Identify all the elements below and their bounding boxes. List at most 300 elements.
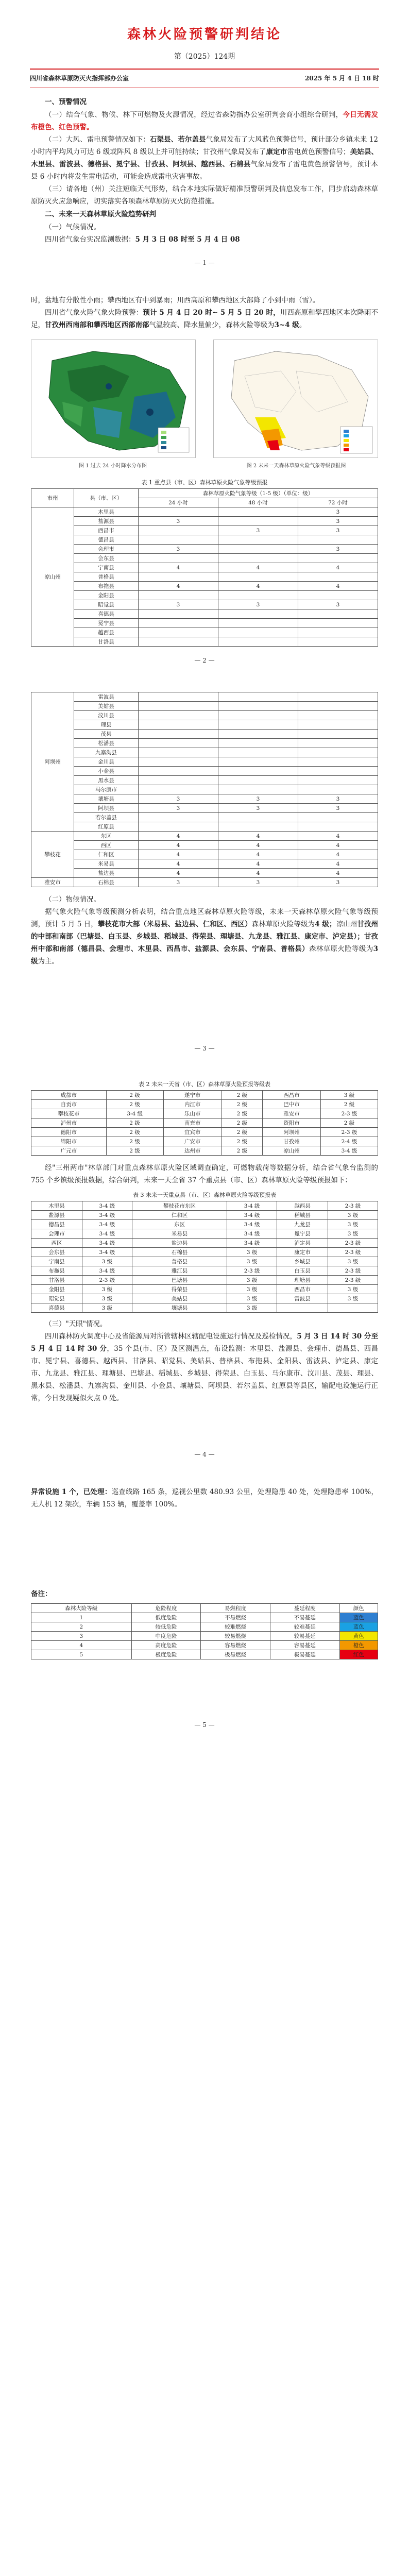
- area-cell: 甘孜州: [262, 1137, 320, 1146]
- table-1-body: [31, 507, 378, 647]
- level-72h-cell: 3: [298, 794, 378, 804]
- fire-risk-map: [213, 340, 378, 458]
- table-row: [31, 1128, 378, 1137]
- level-cell: 2 级: [221, 1137, 262, 1146]
- level-48h-cell: [218, 739, 298, 748]
- area-cell: 乐山市: [163, 1109, 221, 1118]
- level-48h-cell: 3: [218, 878, 298, 887]
- county-cell: 越西县: [74, 628, 139, 637]
- level-72h-cell: [298, 702, 378, 711]
- level-24h-cell: 4: [139, 841, 218, 850]
- area-cell: 米易县: [132, 1229, 227, 1239]
- table-row: [31, 730, 378, 739]
- level-72h-cell: [298, 739, 378, 748]
- table-row: [31, 832, 378, 841]
- county-cell: 冕宁县: [74, 619, 139, 628]
- notes-color-cell: 红色: [339, 1650, 378, 1659]
- county-cell: 会东县: [74, 554, 139, 563]
- table-row: [31, 637, 378, 647]
- county-cell: 九寨沟县: [74, 748, 139, 757]
- area-cell: 广元市: [31, 1146, 107, 1156]
- area-cell: 稻城县: [277, 1211, 328, 1220]
- level-cell: 2 级: [221, 1118, 262, 1128]
- level-cell: 3 级: [328, 1285, 378, 1294]
- table-row: [31, 813, 378, 822]
- level-24h-cell: [139, 776, 218, 785]
- notes-th-flammability: 易燃程度: [201, 1604, 270, 1613]
- county-cell: 布拖县: [74, 582, 139, 591]
- issue-date: 2025 年 5 月 4 日 18 时: [304, 75, 379, 82]
- level-24h-cell: [139, 730, 218, 739]
- table-row: [31, 1137, 378, 1146]
- para-anomaly: 异常设施 1 个，已处理：巡查线路 165 条，巡视公里数 480.93 公里，处理隐患 40 处，处理隐患率 100%，无人机 12 架次，车辆 153 辆，覆盖率 100%。: [31, 1488, 378, 1509]
- table-row: [31, 1239, 378, 1248]
- level-cell: 3 级: [321, 1091, 378, 1100]
- th-72h: 72 小时: [298, 498, 378, 507]
- level-72h-cell: 4: [298, 563, 378, 572]
- county-cell: 西昌市: [74, 526, 139, 535]
- level-cell: 3-4 级: [82, 1266, 132, 1276]
- level-cell: 3 级: [82, 1294, 132, 1303]
- table-row: [31, 535, 378, 545]
- level-48h-cell: 3: [218, 526, 298, 535]
- th-48h: 48 小时: [218, 498, 298, 507]
- page-number-3: — 3 —: [194, 1045, 215, 1052]
- table-row: [31, 545, 378, 554]
- table-row: [31, 1257, 378, 1266]
- notes-spread-cell: 较难蔓延: [270, 1622, 339, 1632]
- level-72h-cell: 3: [298, 517, 378, 526]
- level-72h-cell: [298, 767, 378, 776]
- level-72h-cell: [298, 757, 378, 767]
- level-48h-cell: [218, 619, 298, 628]
- table-2-caption: 表 2 未来一天省（市、区）森林草原火险预报等级表: [139, 1081, 270, 1088]
- level-48h-cell: 4: [218, 832, 298, 841]
- level-cell: 2 级: [221, 1146, 262, 1156]
- level-24h-cell: 3: [139, 517, 218, 526]
- county-cell: 马尔康市: [74, 785, 139, 794]
- level-24h-cell: [139, 739, 218, 748]
- level-48h-cell: [218, 767, 298, 776]
- area-cell: 泸定县: [277, 1239, 328, 1248]
- para-skyeye: 四川森林防火调度中心及省能源局对所管辖林区辖配电设施运行情况及巡检情况，5 月 3 日 14 时 30 分至 5 月 4 日 14 时 30 分，35 个县(市、区）及区测温点，布设监测：木里县、盐源县、会理市、德昌县、西昌市、冕宁县、喜德县、越西县、甘洛县、昭觉县、美姑县、普格县、布拖县、金阳县、雷波县、泸定县、康定市、九龙县、雅江县、理塘县、巴塘县、稻城县、乡城县、得荣县、白玉县、马尔康市、汶川县、茂县、理县、黑水县、松潘县、九寨沟县、金川县、小金县、壤塘县、阿坝县、若尔盖县、红原县等县区，输配电设施运行正常，今日发现疑似火点 0 处。: [31, 1332, 379, 1402]
- page-number-2: — 2 —: [194, 657, 215, 664]
- table-row: [31, 1248, 378, 1257]
- level-24h-cell: 3: [139, 600, 218, 609]
- area-cell: 普格县: [132, 1257, 227, 1266]
- area-cell: 乡城县: [277, 1257, 328, 1266]
- table-1-caption: 表 1 重点县（市、区）森林草原火险气象等级预报: [141, 479, 268, 486]
- level-24h-cell: [139, 822, 218, 832]
- table-row: [31, 720, 378, 730]
- prefecture-cell: 阿坝州: [31, 692, 74, 832]
- prefecture-cell: 凉山州: [31, 507, 74, 647]
- sub-heading-skyeye: （三）"天眼"情况。: [45, 1320, 107, 1328]
- area-cell: 雅安市: [262, 1109, 320, 1118]
- area-cell: 会理市: [31, 1229, 82, 1239]
- heading-trend: 二、未来一天森林草原火险趋势研判: [45, 210, 156, 218]
- area-cell: [277, 1303, 328, 1313]
- area-cell: 资阳市: [262, 1118, 320, 1128]
- level-72h-cell: [298, 637, 378, 647]
- table-3-caption: 表 3 未来一天重点县（市、区）森林草原火险等级预报表: [133, 1192, 276, 1198]
- notes-danger-cell: 中度危险: [131, 1632, 201, 1641]
- table-row: [31, 1294, 378, 1303]
- table-row: [31, 609, 378, 619]
- level-cell: 3-4 级: [82, 1201, 132, 1211]
- level-24h-cell: 4: [139, 832, 218, 841]
- sub-heading-phenology: （二）物候情况。: [45, 895, 100, 904]
- notes-danger-cell: 高度危险: [131, 1641, 201, 1650]
- level-48h-cell: [218, 813, 298, 822]
- level-cell: 2-3 级: [227, 1266, 277, 1276]
- level-cell: 3 级: [328, 1229, 378, 1239]
- table-row: [31, 619, 378, 628]
- area-cell: 美姑县: [132, 1294, 227, 1303]
- level-48h-cell: [218, 572, 298, 582]
- level-24h-cell: [139, 720, 218, 730]
- table-row: [31, 572, 378, 582]
- level-24h-cell: [139, 572, 218, 582]
- county-cell: 甘洛县: [74, 637, 139, 647]
- county-cell: 若尔盖县: [74, 813, 139, 822]
- area-cell: 仁和区: [132, 1211, 227, 1220]
- area-cell: 绵阳市: [31, 1137, 107, 1146]
- level-cell: 3 级: [227, 1294, 277, 1303]
- level-cell: 3 级: [82, 1285, 132, 1294]
- area-cell: 达州市: [163, 1146, 221, 1156]
- table-row: [31, 1229, 378, 1239]
- level-48h-cell: [218, 720, 298, 730]
- level-72h-cell: [298, 711, 378, 720]
- level-72h-cell: [298, 776, 378, 785]
- level-cell: 3-4 级: [227, 1229, 277, 1239]
- area-cell: 雅江县: [132, 1266, 227, 1276]
- level-72h-cell: 4: [298, 841, 378, 850]
- table-2-body: [31, 1091, 378, 1156]
- level-72h-cell: 3: [298, 600, 378, 609]
- level-cell: 2 级: [221, 1091, 262, 1100]
- level-48h-cell: 4: [218, 850, 298, 859]
- level-cell: 2 级: [221, 1100, 262, 1109]
- area-cell: 得荣县: [132, 1285, 227, 1294]
- level-48h-cell: [218, 730, 298, 739]
- notes-th-level: 森林火险等级: [31, 1604, 132, 1613]
- area-cell: 九龙县: [277, 1220, 328, 1229]
- level-48h-cell: [218, 711, 298, 720]
- level-24h-cell: [139, 609, 218, 619]
- level-48h-cell: [218, 785, 298, 794]
- level-72h-cell: [298, 591, 378, 600]
- level-72h-cell: [298, 730, 378, 739]
- area-cell: 自贡市: [31, 1100, 107, 1109]
- area-cell: 广安市: [163, 1137, 221, 1146]
- level-48h-cell: [218, 776, 298, 785]
- level-24h-cell: [139, 526, 218, 535]
- area-cell: 宁南县: [31, 1257, 82, 1266]
- county-cell: 阿坝县: [74, 804, 139, 813]
- prefecture-cell: 雅安市: [31, 878, 74, 887]
- table-row: [31, 692, 378, 702]
- precipitation-map-graphic: [31, 340, 195, 457]
- level-cell: 2-3 级: [328, 1201, 378, 1211]
- level-cell: 3 级: [82, 1257, 132, 1266]
- county-cell: 宁南县: [74, 563, 139, 572]
- heading-warning: 一、预警情况: [45, 98, 87, 106]
- area-cell: 壤塘县: [132, 1303, 227, 1313]
- notes-level-cell: 2: [31, 1622, 132, 1632]
- level-24h-cell: [139, 692, 218, 702]
- level-72h-cell: 3: [298, 507, 378, 517]
- notes-spread-cell: 容易蔓延: [270, 1641, 339, 1650]
- notes-row: [31, 1650, 378, 1659]
- county-cell: 汶川县: [74, 711, 139, 720]
- table-row: [31, 776, 378, 785]
- level-24h-cell: 4: [139, 859, 218, 869]
- county-cell: 仁和区: [74, 850, 139, 859]
- area-cell: 巴中市: [262, 1100, 320, 1109]
- level-48h-cell: [218, 609, 298, 619]
- level-72h-cell: 4: [298, 850, 378, 859]
- precipitation-map: [31, 340, 196, 458]
- th-prefecture: 市州: [31, 489, 74, 507]
- notes-level-cell: 1: [31, 1613, 132, 1622]
- sub-heading-weather: （一）气候情况。: [45, 223, 100, 231]
- level-48h-cell: [218, 628, 298, 637]
- area-cell: 冕宁县: [277, 1229, 328, 1239]
- level-48h-cell: 4: [218, 582, 298, 591]
- area-cell: 凉山州: [262, 1146, 320, 1156]
- notes-danger-cell: 低度危险: [131, 1613, 201, 1622]
- table-row: [31, 757, 378, 767]
- notes-row: [31, 1641, 378, 1650]
- section-2: [0, 294, 409, 647]
- area-cell: 布拖县: [31, 1266, 82, 1276]
- table-row: [31, 804, 378, 813]
- level-24h-cell: 3: [139, 794, 218, 804]
- notes-title: 备注：: [31, 1590, 52, 1598]
- table-row: [31, 1220, 378, 1229]
- level-cell: 3 级: [227, 1276, 277, 1285]
- table-row: [31, 878, 378, 887]
- area-cell: 宜宾市: [163, 1128, 221, 1137]
- area-cell: 遂宁市: [163, 1091, 221, 1100]
- level-cell: 3-4 级: [106, 1109, 163, 1118]
- county-cell: 普格县: [74, 572, 139, 582]
- level-48h-cell: [218, 554, 298, 563]
- page-number-1: — 1 —: [194, 259, 215, 266]
- area-cell: 东区: [132, 1220, 227, 1229]
- level-cell: 2 级: [106, 1146, 163, 1156]
- table-row: [31, 1118, 378, 1128]
- level-72h-cell: [298, 785, 378, 794]
- level-72h-cell: [298, 572, 378, 582]
- area-cell: 攀枝花市东区: [132, 1201, 227, 1211]
- county-cell: 喜德县: [74, 609, 139, 619]
- county-cell: 木里县: [74, 507, 139, 517]
- table-row: [31, 1276, 378, 1285]
- level-cell: 2-3 级: [321, 1109, 378, 1118]
- notes-spread-cell: 极易蔓延: [270, 1650, 339, 1659]
- notes-spread-cell: 较易蔓延: [270, 1632, 339, 1641]
- level-24h-cell: 4: [139, 563, 218, 572]
- table-row: [31, 1303, 378, 1313]
- notes-color-cell: 黄色: [339, 1632, 378, 1641]
- level-48h-cell: 4: [218, 563, 298, 572]
- notes-flammability-cell: 较易燃烧: [201, 1632, 270, 1641]
- notes-danger-cell: 较低危险: [131, 1622, 201, 1632]
- notes-flammability-cell: 容易燃烧: [201, 1641, 270, 1650]
- level-72h-cell: 4: [298, 869, 378, 878]
- area-cell: 攀枝花市: [31, 1109, 107, 1118]
- notes-color-cell: 蓝色: [339, 1613, 378, 1622]
- area-cell: 南充市: [163, 1118, 221, 1128]
- table-1: [31, 488, 378, 647]
- prefecture-cell: 攀枝花: [31, 832, 74, 878]
- level-24h-cell: [139, 748, 218, 757]
- county-cell: 石棉县: [74, 878, 139, 887]
- section-1: [0, 88, 409, 246]
- level-cell: 2-4 级: [321, 1137, 378, 1146]
- level-cell: 3-4 级: [227, 1220, 277, 1229]
- table-row: [31, 767, 378, 776]
- county-cell: 米易县: [74, 859, 139, 869]
- county-cell: 盐边县: [74, 869, 139, 878]
- table-row: [31, 1146, 378, 1156]
- notes-flammability-cell: 较难燃烧: [201, 1622, 270, 1632]
- level-24h-cell: 4: [139, 582, 218, 591]
- header-meta: [0, 70, 409, 87]
- level-72h-cell: [298, 619, 378, 628]
- notes-level-cell: 5: [31, 1650, 132, 1659]
- area-cell: 金阳县: [31, 1285, 82, 1294]
- level-24h-cell: [139, 628, 218, 637]
- table-2: [31, 1090, 378, 1156]
- table-row: [31, 1091, 378, 1100]
- level-48h-cell: [218, 757, 298, 767]
- level-24h-cell: 3: [139, 804, 218, 813]
- level-cell: 3 级: [328, 1257, 378, 1266]
- notes-spread-cell: 不易蔓延: [270, 1613, 339, 1622]
- level-cell: 3 级: [227, 1248, 277, 1257]
- level-72h-cell: [298, 813, 378, 822]
- level-24h-cell: [139, 507, 218, 517]
- notes-th-color: 颜色: [339, 1604, 378, 1613]
- level-48h-cell: [218, 822, 298, 832]
- section-5: [0, 1486, 409, 1659]
- level-72h-cell: 4: [298, 832, 378, 841]
- level-24h-cell: [139, 711, 218, 720]
- level-72h-cell: 3: [298, 545, 378, 554]
- level-cell: 3 级: [227, 1303, 277, 1313]
- notes-flammability-cell: 极易燃烧: [201, 1650, 270, 1659]
- notes-table-body: [31, 1613, 378, 1659]
- table-row: [31, 859, 378, 869]
- level-72h-cell: 3: [298, 804, 378, 813]
- area-cell: 内江市: [163, 1100, 221, 1109]
- table-row: [31, 526, 378, 535]
- level-72h-cell: [298, 628, 378, 637]
- figure-captions: [31, 461, 378, 469]
- level-24h-cell: 4: [139, 850, 218, 859]
- level-48h-cell: [218, 692, 298, 702]
- area-cell: 盐源县: [31, 1211, 82, 1220]
- para-phenology: 据气象火险气象等级预测分析表明，结合重点地区森林草原火险等级，未来一天森林草原火险气象等级预测，预计 5 月 5 日，攀枝花市大部（米易县、盐边县、仁和区、西区）森林草原火险等级为4 级；凉山州甘孜州的中部和南部（巴塘县、白玉县、乡城县、稻城县、得荣县、理塘县、九龙县、雅江县、康定市、泸定县）；甘孜州中部和南部（德昌县、会理市、木里县、西昌市、盐源县、会东县、宁南县、普格县）森林草原火险等级为3 级为主。: [31, 908, 379, 965]
- para-warning-level: （一）结合气象、物候、林下可燃物及火源情况，经过省森防指办公室研判会商小组综合研判，今日无需发布橙色、红色预警。: [31, 111, 379, 131]
- level-24h-cell: [139, 554, 218, 563]
- area-cell: 甘洛县: [31, 1276, 82, 1285]
- level-cell: 2-3 级: [328, 1276, 378, 1285]
- area-cell: 阿坝州: [262, 1128, 320, 1137]
- notes-row: [31, 1613, 378, 1622]
- table-row: [31, 748, 378, 757]
- table-row: [31, 591, 378, 600]
- county-cell: 茂县: [74, 730, 139, 739]
- area-cell: 康定市: [277, 1248, 328, 1257]
- area-cell: 德阳市: [31, 1128, 107, 1137]
- level-48h-cell: 3: [218, 600, 298, 609]
- notes-row: [31, 1622, 378, 1632]
- page-number-4: — 4 —: [194, 1451, 215, 1458]
- level-cell: 2 级: [106, 1137, 163, 1146]
- level-cell: 3 级: [227, 1285, 277, 1294]
- area-cell: 盐边县: [132, 1239, 227, 1248]
- level-48h-cell: [218, 545, 298, 554]
- para-survey: 经"三州两市"林草部门对重点森林草原火险区域调查确定，可燃物载荷等数据分析，结合省气象台监测的 755 个乡镇级预报数据，综合研判，未来一天全省 37 个重点县（市、区）森林草原火险等级预报如下：: [31, 1164, 378, 1184]
- fire-risk-map-graphic: [214, 340, 378, 457]
- table-row: [31, 1285, 378, 1294]
- area-cell: 越西县: [277, 1201, 328, 1211]
- para-weather-cont: 时，盆地有分散性小雨；攀西地区有中到暴雨；川西高原和攀西地区大部降了小到中雨（雪）。: [31, 296, 320, 304]
- maps-row: [31, 340, 378, 458]
- level-cell: 3 级: [328, 1211, 378, 1220]
- level-cell: 2 级: [106, 1128, 163, 1137]
- table-row: [31, 850, 378, 859]
- level-24h-cell: [139, 813, 218, 822]
- area-cell: 泸州市: [31, 1118, 107, 1128]
- notes-color-cell: 蓝色: [339, 1622, 378, 1632]
- table-row: [31, 1266, 378, 1276]
- notes-th-spread: 蔓延程度: [270, 1604, 339, 1613]
- area-cell: 喜德县: [31, 1303, 82, 1313]
- table-1-continued: [31, 692, 378, 887]
- county-cell: 盐源县: [74, 517, 139, 526]
- issuing-org: 四川省森林草原防灭火指挥部办公室: [30, 75, 129, 82]
- figure-2-caption: 图 2 未来一天森林草原火险气象等级预报图: [246, 463, 346, 469]
- notes-row: [31, 1632, 378, 1641]
- level-cell: 2 级: [221, 1128, 262, 1137]
- level-cell: 2-3 级: [328, 1239, 378, 1248]
- area-cell: 理塘县: [277, 1276, 328, 1285]
- level-48h-cell: [218, 591, 298, 600]
- level-cell: 2 级: [321, 1100, 378, 1109]
- county-cell: 德昌县: [74, 535, 139, 545]
- th-county: 县（市、区）: [74, 489, 139, 507]
- section-3: [0, 692, 409, 968]
- level-24h-cell: [139, 702, 218, 711]
- level-cell: 3 级: [328, 1294, 378, 1303]
- table-row: [31, 1100, 378, 1109]
- level-24h-cell: [139, 591, 218, 600]
- para-forecast: 四川省气象火险气象火险预警：预计 5 月 4 日 20 时~ 5 月 5 日 20 时，川西高原和攀西地区本次降雨不足，甘孜州西南部和攀西地区西部南部气温较高、降水量偏少，森林火险等级为3~4 级。: [31, 309, 379, 329]
- figure-1-caption: 图 1 过去 24 小时降水分布图: [79, 463, 147, 469]
- level-cell: 2 级: [106, 1118, 163, 1128]
- level-72h-cell: [298, 554, 378, 563]
- level-cell: [328, 1303, 378, 1313]
- level-cell: 3-4 级: [82, 1248, 132, 1257]
- area-cell: 白玉县: [277, 1266, 328, 1276]
- level-48h-cell: [218, 702, 298, 711]
